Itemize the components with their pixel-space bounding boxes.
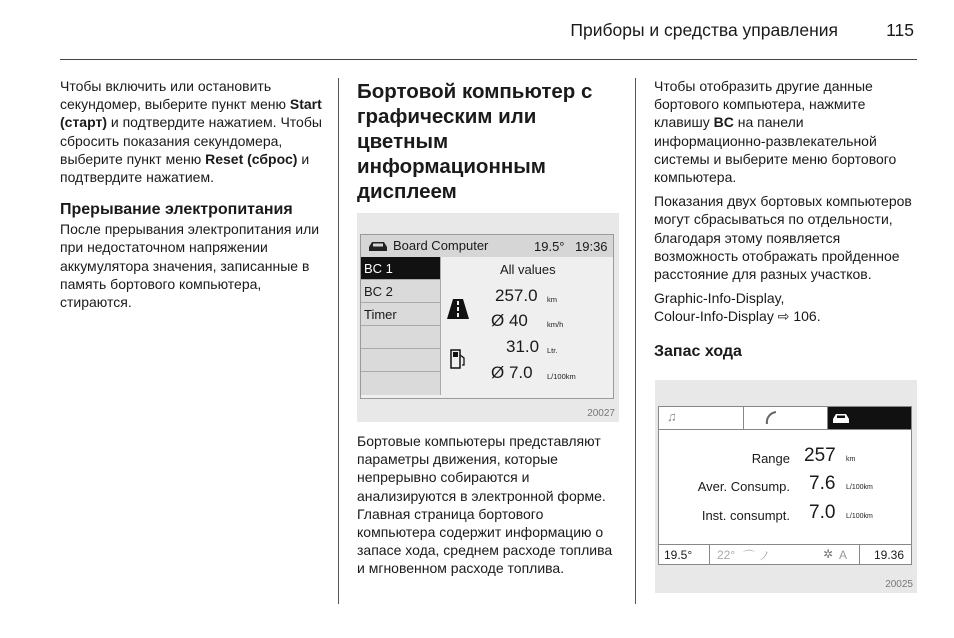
display-screen (658, 406, 912, 565)
page-number: 115 (886, 20, 914, 40)
phone-handset-icon (764, 411, 778, 425)
menu-item-bc1[interactable]: BC 1 (361, 257, 441, 280)
text-run: и подтвердите нажатием. (60, 150, 310, 186)
reset-paragraph: Показания двух бортовых компьютеров могут сбрасываться по отдельности, благодаря этому появляется возможность отображать пройденное расстояние для разных участков. (654, 193, 912, 283)
other-data-paragraph (654, 77, 916, 186)
text-run: Graphic-Info-Display, (654, 290, 785, 307)
column-3 (654, 77, 916, 362)
display-time: 19:36 (575, 239, 608, 254)
car-icon (367, 240, 389, 252)
tab-board-computer[interactable] (828, 407, 911, 430)
text-run: Чтобы отобразить другие данные бортового компьютера, нажмите клавишу (654, 78, 873, 131)
page-reference[interactable]: 106. (789, 308, 821, 325)
fuel-value: 31.0 (506, 337, 540, 356)
text-run: на панели информационно-развлекательной системы и выберите меню бортового компьютера. (654, 114, 897, 186)
inst-consumption-value: 7.0 (809, 502, 836, 523)
column-1 (60, 77, 325, 311)
status-bar (659, 544, 911, 564)
range-unit: km (846, 456, 856, 463)
fuel-unit: Ltr. (547, 346, 558, 355)
section-heading-board-computer: Бортовой компьютер с графическим или цветным информационным дисплеем (357, 80, 593, 203)
bc-key-term: BC (713, 114, 734, 131)
column-divider-1 (338, 78, 339, 604)
outside-temperature: 19.5° (664, 548, 693, 562)
description-paragraph: Бортовые компьютеры представляют параметры движения, которые непрерывно собираются и анализируются в электронной форме. Главная страница бортового компьютера содержит информацию о запасе хода, среднем расходе топлива и мгновенном расходе топлива. (357, 433, 613, 577)
aver-consumption-unit: L/100km (846, 484, 873, 491)
road-icon (447, 299, 469, 319)
inst-consumption-unit: L/100km (846, 513, 873, 520)
header-rule (60, 59, 917, 60)
menu-item-empty (361, 349, 441, 372)
car-icon (832, 413, 850, 424)
aver-consumption-label: Aver. Consump. (697, 479, 790, 494)
board-computer-figure (357, 213, 619, 422)
avg-speed-value: Ø 40 (491, 311, 528, 330)
avg-speed-unit: km/h (547, 320, 564, 329)
status-time: 19.36 (874, 548, 905, 562)
fuel-pump-icon (450, 349, 466, 369)
menu-item-timer[interactable]: Timer (361, 303, 441, 326)
figure-reference-number: 20027 (587, 408, 615, 419)
fan-icon: ✲ (823, 547, 834, 561)
distance-unit: km (547, 295, 557, 304)
aver-consumption-value: 7.6 (809, 473, 836, 494)
display-temperature: 19.5° (534, 239, 565, 254)
menu-item-empty (361, 372, 441, 395)
reset-term: Reset (сброс) (205, 150, 298, 167)
range-heading: Запас хода (654, 342, 742, 360)
text-run: и подтвердите нажатием. Чтобы сбросить показания секундомера, выберите пункт меню (60, 114, 322, 167)
range-value: 257 (804, 445, 836, 466)
display-title: Board Computer (393, 238, 489, 253)
avg-consumption-value: Ø 7.0 (491, 363, 533, 382)
board-computer-description (357, 432, 619, 578)
text-run: Colour-Info-Display (654, 308, 778, 325)
seat-heating-icon: ⌒ ノ (743, 549, 771, 563)
running-header-title: Приборы и средства управления (570, 20, 838, 40)
range-figure (655, 380, 917, 593)
range-label: Range (751, 451, 790, 466)
inst-consumption-label: Inst. consumpt. (701, 508, 790, 523)
power-interruption-heading: Прерывание электропитания (60, 201, 293, 219)
status-divider (709, 545, 710, 564)
column-divider-2 (635, 78, 636, 604)
stopwatch-paragraph (60, 77, 325, 186)
bc-menu (361, 257, 441, 395)
tab-phone[interactable] (744, 407, 828, 430)
text-run: Чтобы включить или остановить секундомер, выберите пункт меню (60, 78, 290, 113)
avg-consumption-unit: L/100km (547, 372, 576, 381)
music-note-icon: ♫ (667, 409, 677, 424)
set-temperature: 22° (717, 548, 736, 562)
menu-item-bc2[interactable]: BC 2 (361, 280, 441, 303)
tab-audio[interactable] (659, 407, 744, 430)
figure-reference-number: 20025 (885, 579, 913, 590)
distance-value: 257.0 (495, 286, 538, 305)
start-term: Start (старт) (60, 96, 322, 131)
status-divider (859, 545, 860, 564)
values-caption: All values (500, 262, 556, 277)
display-topbar (360, 234, 614, 257)
column-2 (357, 79, 619, 204)
fan-mode: A (839, 548, 848, 562)
display-reference-paragraph (654, 289, 916, 325)
power-interruption-paragraph: После прерывания электропитания или при недостаточном напряжении аккумулятора значения, записанные в память бортового компьютера, стираются. (60, 221, 320, 311)
cross-reference-arrow-icon: ⇨ (777, 308, 790, 325)
menu-item-empty (361, 326, 441, 349)
